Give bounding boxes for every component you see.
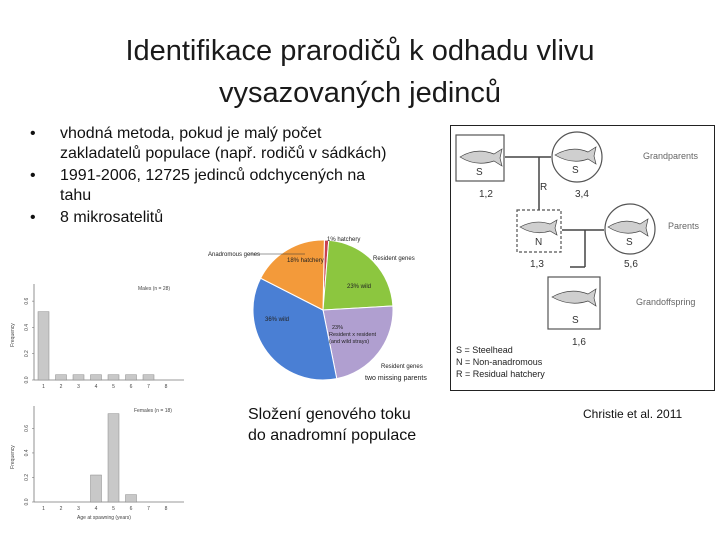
- node-ids: 1,2: [479, 189, 493, 200]
- hatchery-18pct-label: 18% hatchery: [287, 258, 324, 264]
- y-tick-label: 0.4: [24, 323, 30, 331]
- caption-line: do anadromní populace: [248, 427, 417, 444]
- wild-36pct-label: 36% wild: [265, 317, 290, 323]
- resident-genes-bottom-label: Resident genes: [381, 364, 423, 370]
- legend-non-anadromous: N = Non-anadromous: [456, 357, 543, 367]
- hatchery-1pct-label: 1% hatchery: [327, 237, 361, 243]
- missing-parents-note: two missing parents: [365, 375, 427, 382]
- histogram-bar: [91, 475, 102, 502]
- generation-label-parents: Parents: [668, 221, 700, 231]
- x-tick-label: 2: [59, 506, 63, 512]
- generation-label-grandoffspring: Grandoffspring: [636, 297, 696, 307]
- node-label: S: [572, 315, 579, 326]
- anadromous-genes-label: Anadromous genes: [208, 252, 261, 258]
- x-tick-label: 8: [164, 506, 168, 512]
- x-tick-label: 3: [77, 384, 80, 390]
- resident-cross-label-a: 23%: [332, 325, 344, 331]
- wild-23pct-label: 23% wild: [347, 284, 372, 290]
- bullet-marker: •: [30, 167, 36, 184]
- pedigree-diagram: [450, 125, 715, 395]
- panel-label: Females (n = 18): [134, 408, 172, 414]
- histogram-bar: [73, 375, 84, 380]
- legend-steelhead: S = Steelhead: [456, 345, 513, 355]
- y-axis-label: Frequency: [10, 323, 16, 347]
- x-tick-label: 5: [112, 506, 115, 512]
- x-axis-label: Age at spawning (years): [77, 515, 131, 521]
- residual-link-label: R: [540, 182, 548, 193]
- y-tick-label: 0.2: [24, 473, 30, 481]
- bullet-text: vhodná metoda, pokud je malý počet zakladatelů populace (např. rodičů v sádkách): [60, 125, 387, 162]
- bullet-text: 1991-2006, 12725 jedinců odchycených na tahu: [60, 167, 366, 204]
- females-histogram: [10, 406, 184, 521]
- histogram-bar: [108, 414, 119, 502]
- y-tick-label: 0.0: [24, 376, 30, 384]
- legend-residual-hatchery: R = Residual hatchery: [456, 369, 545, 379]
- bullet-item: [30, 166, 390, 206]
- bullet-list: [30, 124, 390, 230]
- bullet-marker: •: [30, 125, 36, 142]
- y-tick-label: 0.6: [24, 424, 30, 432]
- citation: Christie et al. 2011: [583, 407, 683, 421]
- node-ids: 1,6: [572, 337, 586, 348]
- histogram-bar: [56, 375, 67, 380]
- resident-genes-top-label: Resident genes: [373, 256, 415, 262]
- histogram-bar: [126, 375, 137, 380]
- histogram-bar: [91, 375, 102, 380]
- males-histogram: [10, 284, 184, 390]
- node-label: N: [535, 237, 543, 248]
- x-tick-label: 6: [129, 384, 133, 390]
- histogram-bar: [126, 495, 137, 502]
- node-ids: 5,6: [624, 259, 638, 270]
- x-tick-label: 4: [94, 506, 98, 512]
- pie-caption: [248, 404, 416, 446]
- resident-cross-label-b: Resident x resident: [329, 332, 377, 338]
- x-tick-label: 7: [147, 506, 150, 512]
- node-ids: 3,4: [575, 189, 589, 200]
- panel-label: Males (n = 28): [138, 286, 171, 292]
- node-label: S: [572, 165, 579, 176]
- generation-label-grandparents: Grandparents: [643, 151, 699, 161]
- node-ids: 1,3: [530, 259, 544, 270]
- y-tick-label: 0.0: [24, 498, 30, 506]
- histogram-bar: [143, 375, 154, 380]
- x-tick-label: 2: [59, 384, 63, 390]
- bullet-marker: •: [30, 209, 36, 226]
- gene-flow-pie-figure: [205, 228, 450, 386]
- bullet-text: 8 mikrosatelitů: [60, 209, 164, 226]
- y-tick-label: 0.6: [24, 297, 30, 305]
- y-axis-label: Frequency: [10, 445, 16, 469]
- bullet-item: [30, 208, 390, 228]
- x-tick-label: 6: [129, 506, 133, 512]
- caption-line: Složení genového toku: [248, 406, 411, 423]
- histogram-bar: [108, 375, 119, 380]
- x-tick-label: 4: [94, 384, 98, 390]
- y-tick-label: 0.4: [24, 449, 30, 457]
- x-tick-label: 1: [42, 506, 45, 512]
- node-label: S: [626, 237, 633, 248]
- histogram-bar: [38, 312, 49, 380]
- x-tick-label: 3: [77, 506, 80, 512]
- bullet-item: [30, 124, 390, 164]
- pie-slice: [323, 240, 393, 310]
- age-histograms-figure: [0, 280, 190, 525]
- x-tick-label: 1: [42, 384, 45, 390]
- resident-cross-label-c: (and wild strays): [329, 339, 370, 345]
- node-label: S: [476, 167, 483, 178]
- slide-title: Identifikace prarodičů k odhadu vlivu vysazovaných jedinců: [125, 35, 595, 109]
- x-tick-label: 5: [112, 384, 115, 390]
- x-tick-label: 7: [147, 384, 150, 390]
- y-tick-label: 0.2: [24, 350, 30, 358]
- x-tick-label: 8: [164, 384, 168, 390]
